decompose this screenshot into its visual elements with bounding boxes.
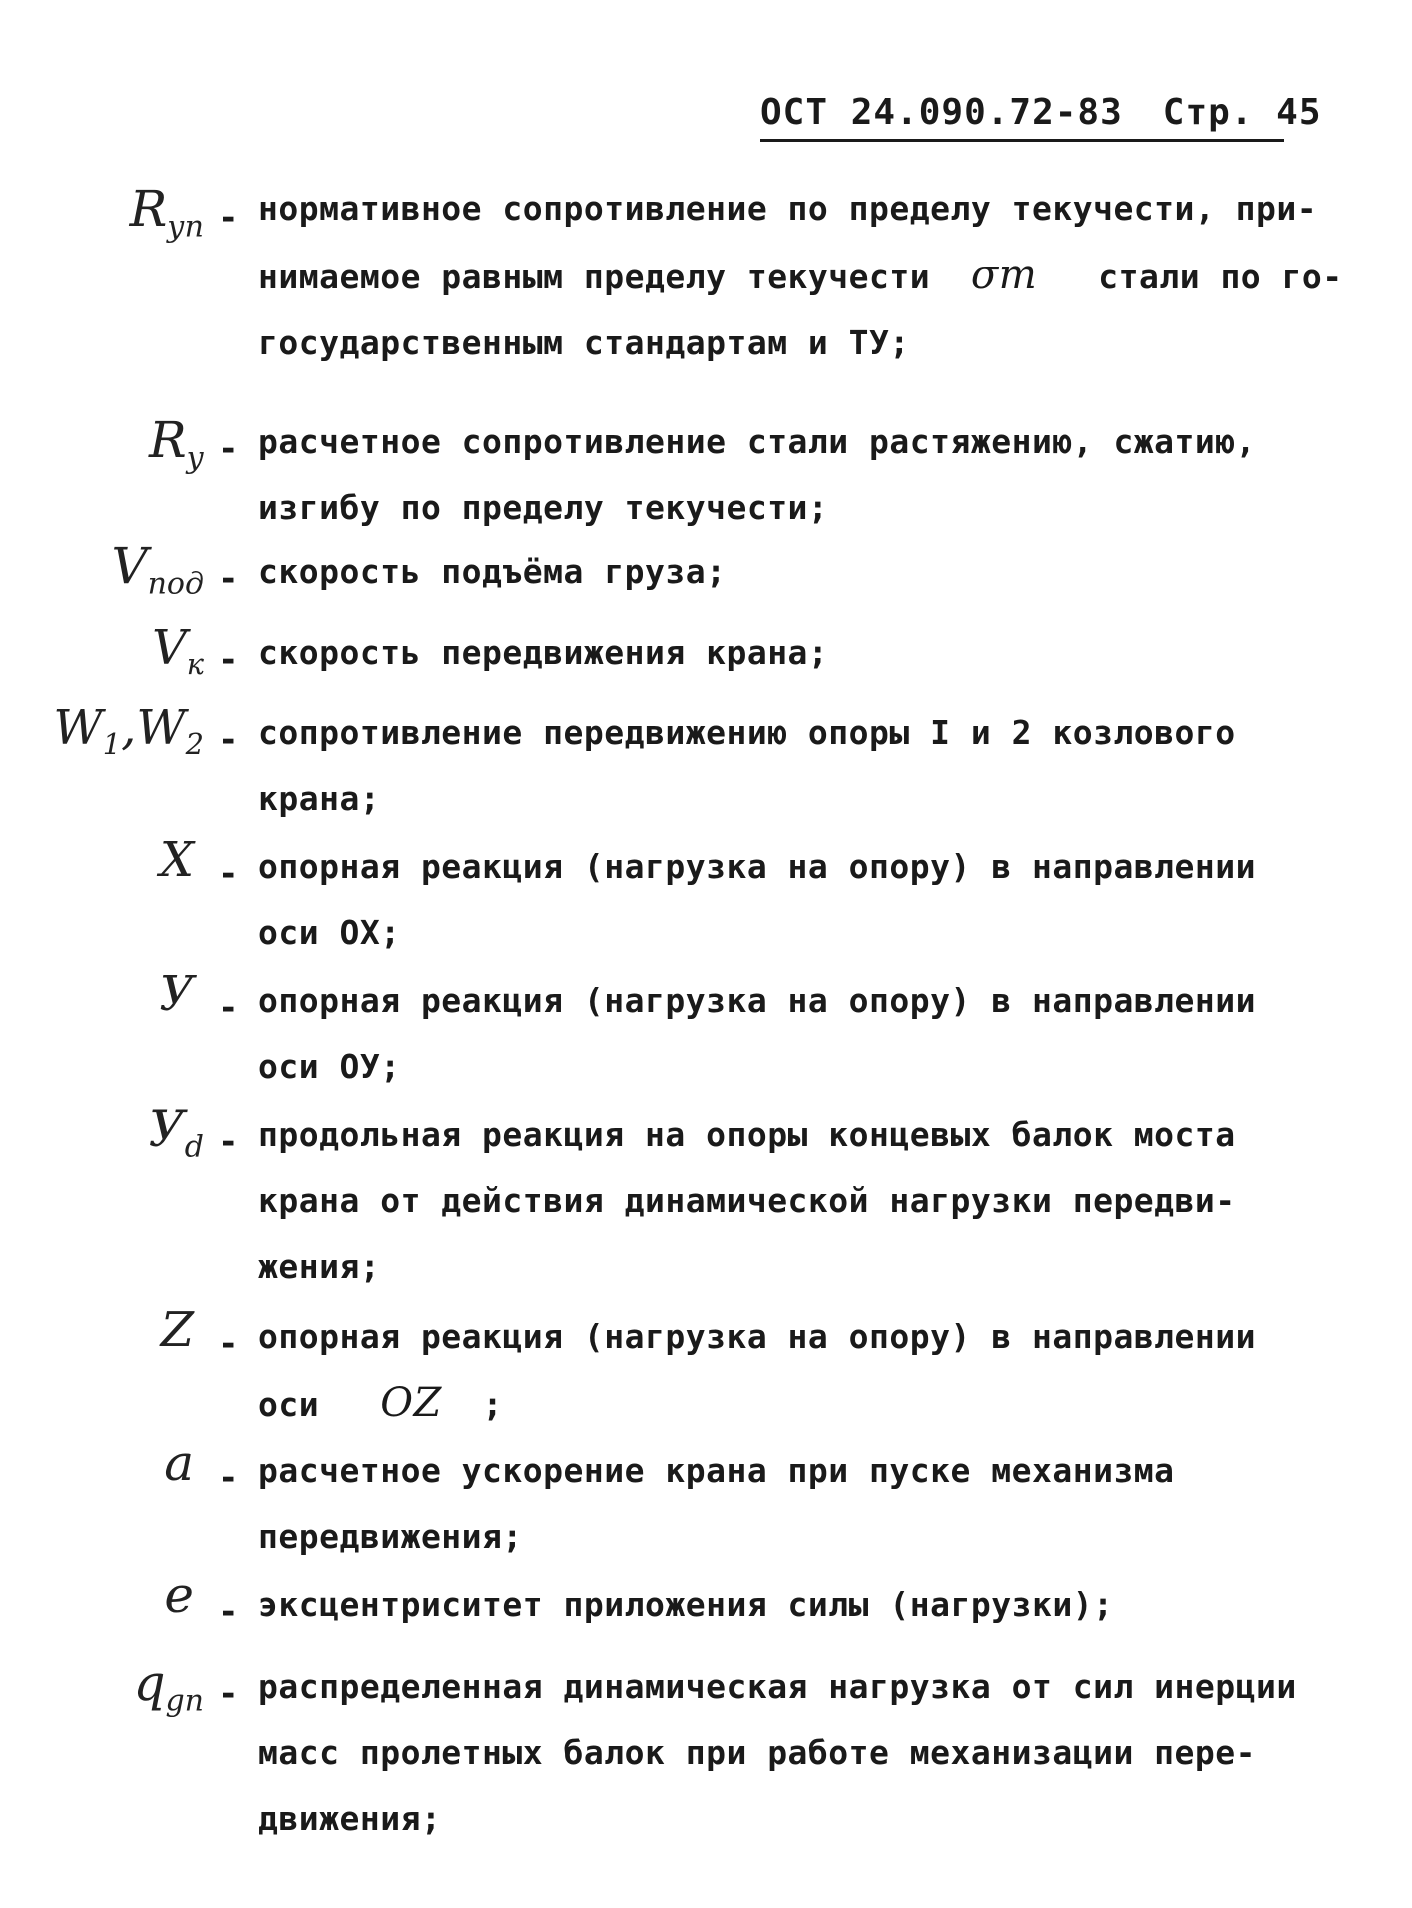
definition-text [258, 1572, 1338, 1638]
text-line: расчетное ускорение крана при пуске механизма [258, 1451, 1175, 1490]
dash: - [218, 1592, 239, 1632]
text-line: скорость подъёма груза; [258, 552, 727, 591]
definition-text [258, 1438, 1338, 1570]
dash: - [218, 1122, 239, 1162]
symbol: $V_к$ [152, 620, 204, 682]
symbol: $q_{gп}$ [133, 1654, 204, 1719]
dash: - [218, 198, 239, 238]
dash: - [218, 559, 239, 599]
dash: - [218, 429, 239, 469]
definition-text [258, 834, 1338, 966]
text-line: опорная реакция (нагрузка на опору) в направлении [258, 1317, 1257, 1356]
symbol: Z [160, 1302, 194, 1358]
dash: - [218, 1458, 239, 1498]
symbol: $V_{под}$ [111, 537, 204, 602]
definition-text [258, 176, 1343, 376]
dash: - [218, 640, 239, 680]
page-header [760, 92, 1322, 142]
definition-text [258, 1304, 1338, 1438]
symbol: У [159, 966, 194, 1022]
symbol: $R_у$ [148, 411, 204, 476]
text-line: распределенная динамическая нагрузка от сил инерции [258, 1667, 1297, 1706]
text-line: крана от действия динамической нагрузки передви- [258, 1181, 1236, 1220]
text-line: государственным стандартам и ТУ; [258, 323, 910, 362]
text-line: эксцентриситет приложения силы (нагрузки); [258, 1585, 1114, 1624]
text-line: оси ОУ; [258, 1047, 401, 1086]
text-line: жения; [258, 1247, 381, 1286]
dash: - [218, 1674, 239, 1714]
text-line: сопротивление передвижению опоры I и 2 козлового [258, 713, 1236, 752]
symbol: $У_d$ [148, 1100, 204, 1165]
text-line: продольная реакция на опоры концевых балок моста [258, 1115, 1236, 1154]
text-line: опорная реакция (нагрузка на опору) в направлении [258, 981, 1257, 1020]
text-line: нормативное сопротивление по пределу текучести, при- [258, 189, 1318, 228]
text-line: масс пролетных балок при работе механизации пере- [258, 1733, 1257, 1772]
sigma-symbol: σт [970, 252, 1038, 298]
text-line: опорная реакция (нагрузка на опору) в направлении [258, 847, 1257, 886]
dash: - [218, 854, 239, 894]
symbol: $W_1,W_2$ [53, 700, 204, 762]
oz-symbol: OZ [380, 1380, 442, 1426]
symbol: a [164, 1434, 194, 1492]
definition-text [258, 539, 1338, 605]
definition-text [258, 700, 1338, 832]
symbol: e [164, 1566, 194, 1624]
dash: - [218, 988, 239, 1028]
text-line: расчетное сопротивление стали растяжению, сжатию, [258, 422, 1257, 461]
text-line: нимаемое равным пределу текучести σт стали по го- [258, 252, 1343, 298]
text-line: крана; [258, 779, 381, 818]
text-line: скорость передвижения крана; [258, 633, 829, 672]
definition-text [258, 1102, 1338, 1300]
text-line: оси ОХ; [258, 913, 401, 952]
symbol: $R_{уп}$ [129, 180, 204, 245]
page-number: Стр. 45 [1162, 92, 1322, 133]
dash: - [218, 720, 239, 760]
text-line: передвижения; [258, 1517, 523, 1556]
symbol: X [159, 832, 194, 888]
dash: - [218, 1324, 239, 1364]
text-line: оси OZ ; [258, 1380, 503, 1426]
definition-text [258, 1654, 1338, 1852]
doc-code: ОСТ 24.090.72-83 [760, 92, 1123, 133]
text-line: движения; [258, 1799, 442, 1838]
definition-text [258, 409, 1338, 541]
definition-text [258, 968, 1338, 1100]
text-line: изгибу по пределу текучести; [258, 488, 829, 527]
definition-text [258, 620, 1338, 686]
